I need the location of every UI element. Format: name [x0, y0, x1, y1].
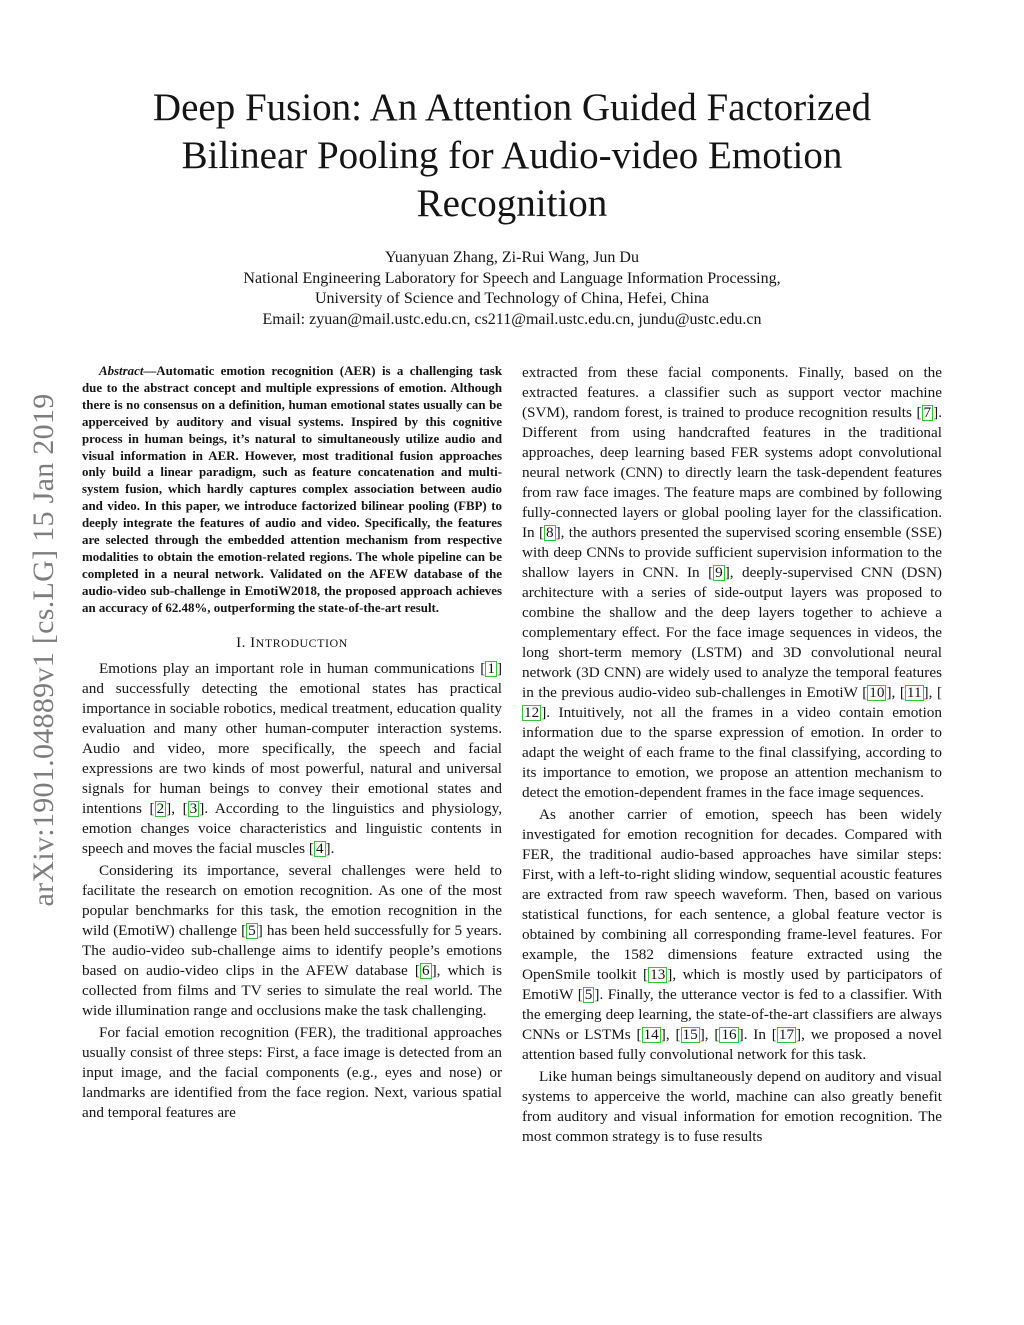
citation-link[interactable]: 15 — [682, 1026, 698, 1043]
left-column — [82, 363, 502, 1123]
intro-paragraph-3-continued: extracted from these facial components. Finally, based on the extracted features. a classifier such as support vector machine (SVM), random forest, is trained to produce recognition results [ 7 ]. Different from using handcrafted features in the traditional approaches, deep learning based FER systems adopt convolutional neural network (CNN) to directly learn the task-dependent features from raw face images. The feature maps are combined by following fully-connected layers or global pooling layer for the classification. In [ 8 ], the authors presented the supervised scoring ensemble (SSE) with deep CNNs to provide sufficient supervision information to the shallow layers in CNN. In [ 9 ], deeply-supervised CNN (DSN) architecture with a series of side-output layers was proposed to combine the shallow and the deep layers together to achieve a complementary effect. For the face image sequences in videos, the long short-term memory (LSTM) and 3D convolutional neural network (3D CNN) are widely used to analyze the temporal features in the previous audio-video sub-challenges in EmotiW [ 10 ], [ 11 ], [12 ]. Intuitively, not all the frames in a video contain emotion information due to the sparse expression of emotion. In order to adapt the weight of each frame to the final classifying, according to its importance to emotion, we propose an attention mechanism to detect the emotion-dependent frames in the face image sequences. — [522, 364, 943, 801]
citation-link[interactable]: 14 — [643, 1026, 659, 1043]
citation-link[interactable]: 5 — [584, 986, 593, 1003]
citation-link[interactable]: 13 — [650, 966, 666, 983]
affiliation-line-1: National Engineering Laboratory for Speech and Language Information Processing, — [243, 269, 781, 287]
citation-link[interactable]: 10 — [869, 684, 885, 701]
citation-link[interactable]: 16 — [721, 1026, 737, 1043]
intro-paragraph-3: For facial emotion recognition (FER), the traditional approaches usually consist of three steps: First, a face image is detected from an input image, and the facial components (e.g., eyes and nose) or landmarks are identified from the face region. Next, various spatial and temporal features are — [82, 1023, 502, 1121]
citation-link[interactable]: 8 — [546, 524, 554, 541]
abstract-label: Abstract — [99, 364, 144, 378]
intro-paragraph-1: Emotions play an important role in human communications [ 1 ] and successfully detecting the emotional states has practical importance in sociable robotics, medical treatment, education quality evaluation and many other human-computer interaction systems. Audio and video, more specifically, the speech and facial expressions are two kinds of most powerful, natural and universal signals for human beings to convey their emotional states and intentions [ 2 ], [ 3 ]. According to the linguistics and physiology, emotion changes voice characteristics and linguistic contents in speech and moves the facial muscles [ 4 ]. — [82, 659, 502, 857]
abstract-text: —Automatic emotion recognition (AER) is a challenging task due to the abstract concept and multiple expressions of emotion. Although there is no consensus on a definition, human emotional states usually can be apperceived by auditory and visual systems. Inspired by this cognitive process in human beings, it’s natural to simultaneously utilize audio and visual information in AER. However, most traditional fusion approaches only build a linear paradigm, such as feature concatenation and multi-system fusion, which hardly captures complex association between audio and video. In this paper, we introduce factorized bilinear pooling (FBP) to deeply integrate the features of audio and video. Specifically, the features are selected through the embedded attention mechanism from respective modalities to obtain the emotion-related regions. The whole pipeline can be completed in a neural network. Validated on the AFEW database of the audio-video sub-challenge in EmotiW2018, the proposed approach achieves an accuracy of 62.48%, outperforming the state-of-the-art result. — [82, 364, 502, 615]
arxiv-identifier — [22, 360, 66, 940]
section-rest: NTRODUCTION — [255, 635, 348, 650]
paper-title: Deep Fusion: An Attention Guided Factorized Bilinear Pooling for Audio-video Emotion Recognition — [152, 86, 872, 225]
abstract — [82, 363, 502, 617]
citation-link[interactable]: 3 — [189, 799, 198, 817]
arxiv-id-text: arXiv:1901.04889v1 [cs.LG] 15 Jan 2019 — [27, 393, 60, 907]
section-heading-introduction — [82, 633, 502, 653]
citation-link[interactable]: 5 — [248, 921, 256, 939]
email-line: Email: zyuan@mail.ustc.edu.cn, cs211@mail.ustc.edu.cn, jundu@ustc.edu.cn — [262, 310, 762, 328]
right-column — [522, 363, 942, 1147]
citation-link[interactable]: 11 — [906, 684, 922, 701]
author-block — [100, 248, 924, 330]
citation-link[interactable]: 4 — [315, 839, 324, 857]
section-initial: I — [250, 634, 256, 651]
citation-link[interactable]: 6 — [421, 961, 430, 979]
intro-paragraph-5: Like human beings simultaneously depend on auditory and visual systems to apperceive the world, machine can also greatly benefit from auditory and visual information for emotion recognition. The most common strategy is to fuse results — [522, 1068, 942, 1145]
intro-paragraph-4: As another carrier of emotion, speech has been widely investigated for emotion recognition for decades. Compared with FER, the traditional audio-based approaches have similar steps: First, with a left-to-right sliding window, sequential acoustic features are extracted from raw speech waveform. Then, based on various statistical functions, for each sentence, a global feature vector is obtained by combining all corresponding frame-level features. For example, the 1582 dimensions feature extracted using the OpenSmile toolkit [ 13 ], which is mostly used by participators of EmotiW [ 5 ]. Finally, the utterance vector is fed to a classifier. With the emerging deep learning, the state-of-the-art classifiers are always CNNs or LSTMs [ 14 ], [ 15 ], [ 16 ]. In [ 17 ], we proposed a novel attention based fully convolutional network for this task. — [522, 806, 943, 1063]
citation-link[interactable]: 7 — [923, 404, 932, 421]
citation-link[interactable]: 1 — [487, 659, 495, 677]
section-numeral: I. — [236, 634, 246, 651]
intro-paragraph-2: Considering its importance, several challenges were held to facilitate the research on emotion recognition. As one of the most popular benchmarks for this task, the emotion recognition in the wild (EmotiW) challenge [ 5 ] has been held successfully for 5 years. The audio-video sub-challenge aims to identify people’s emotions based on audio-video clips in the AFEW database [ 6 ], which is collected from films and TV series to simulate the real world. The wide illumination range and occlusions make the task challenging. — [82, 861, 503, 1019]
citation-link[interactable]: 17 — [778, 1026, 795, 1043]
citation-link[interactable]: 12 — [524, 704, 540, 721]
citation-link[interactable]: 2 — [156, 799, 165, 817]
affiliation-line-2: University of Science and Technology of China, Hefei, China — [314, 290, 710, 307]
citation-link[interactable]: 9 — [715, 564, 723, 581]
author-names: Yuanyuan Zhang, Zi-Rui Wang, Jun Du — [385, 249, 639, 266]
